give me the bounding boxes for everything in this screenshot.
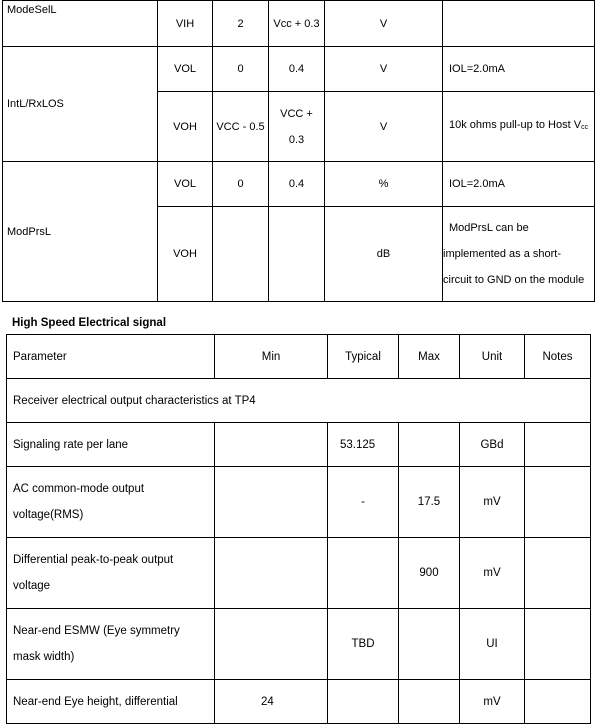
parameter-cell: Near-end Eye height, differential — [7, 680, 215, 724]
symbol-cell: VOL — [158, 47, 213, 92]
unit-cell: GBd — [460, 423, 525, 467]
note-cell: IOL=2.0mA — [443, 162, 595, 207]
header-row — [7, 335, 591, 379]
parameter-line: voltage(RMS) — [13, 509, 84, 521]
note-text: 10k ohms pull-up to Host V — [449, 119, 582, 131]
min-cell: 24 — [215, 680, 328, 724]
unit-cell: V — [325, 47, 443, 92]
header-unit: Unit — [460, 335, 525, 379]
note-cell — [443, 207, 595, 302]
signal-name: ModPrsL — [3, 162, 158, 302]
max-cell: Vcc + 0.3 — [269, 1, 325, 47]
high-speed-signal-table — [6, 334, 591, 724]
note-line: circuit to GND on the module — [443, 274, 585, 286]
header-min: Min — [215, 335, 328, 379]
unit-cell: mV — [460, 680, 525, 724]
header-typical: Typical — [328, 335, 399, 379]
parameter-line: voltage — [13, 580, 51, 592]
max-cell: 900 — [399, 538, 460, 609]
max-cell — [399, 423, 460, 467]
max-cell — [399, 680, 460, 724]
signal-name: ModeSelL — [3, 1, 158, 47]
symbol-cell: VOH — [158, 207, 213, 302]
typical-cell: TBD — [328, 609, 399, 680]
min-cell — [215, 467, 328, 538]
parameter-cell — [7, 609, 215, 680]
group-title: Receiver electrical output characteristics at TP4 — [7, 379, 591, 423]
table-row — [7, 467, 591, 538]
table-row — [3, 1, 595, 47]
max-cell — [269, 92, 325, 162]
note-subscript: cc — [581, 124, 589, 131]
typical-cell — [328, 538, 399, 609]
symbol-cell: VIH — [158, 1, 213, 47]
header-parameter: Parameter — [7, 335, 215, 379]
min-cell: 0 — [213, 47, 269, 92]
max-cell — [269, 207, 325, 302]
table-row — [7, 680, 591, 724]
note-cell — [443, 92, 595, 162]
parameter-cell — [7, 538, 215, 609]
notes-cell — [525, 423, 591, 467]
unit-cell: mV — [460, 467, 525, 538]
notes-cell — [525, 680, 591, 724]
table-row — [7, 538, 591, 609]
note-cell: IOL=2.0mA — [443, 47, 595, 92]
typical-cell: - — [328, 467, 399, 538]
note-line: ModPrsL can be — [449, 222, 529, 234]
table-row — [7, 609, 591, 680]
parameter-cell — [7, 467, 215, 538]
min-cell — [215, 538, 328, 609]
note-line: implemented as a short- — [443, 248, 561, 260]
parameter-cell: Signaling rate per lane — [7, 423, 215, 467]
typical-cell — [328, 680, 399, 724]
max-cell: 0.4 — [269, 47, 325, 92]
parameter-line: Differential peak-to-peak output — [13, 554, 174, 566]
min-cell: VCC - 0.5 — [213, 92, 269, 162]
table-row — [3, 162, 595, 207]
max-line: VCC + — [280, 107, 313, 120]
max-cell: 17.5 — [399, 467, 460, 538]
header-max: Max — [399, 335, 460, 379]
table-row — [7, 423, 591, 467]
unit-cell: dB — [325, 207, 443, 302]
note-cell — [443, 1, 595, 47]
notes-cell — [525, 467, 591, 538]
unit-cell: UI — [460, 609, 525, 680]
parameter-line: AC common-mode output — [13, 483, 145, 495]
parameter-line: Near-end ESMW (Eye symmetry — [13, 625, 180, 637]
min-cell — [213, 207, 269, 302]
min-cell: 2 — [213, 1, 269, 47]
typical-cell: 53.125 — [328, 423, 399, 467]
io-signal-table — [2, 0, 595, 302]
min-cell — [215, 423, 328, 467]
unit-cell: % — [325, 162, 443, 207]
notes-cell — [525, 538, 591, 609]
max-cell — [399, 609, 460, 680]
header-notes: Notes — [525, 335, 591, 379]
unit-cell: mV — [460, 538, 525, 609]
symbol-cell: VOL — [158, 162, 213, 207]
unit-cell: V — [325, 92, 443, 162]
min-cell — [215, 609, 328, 680]
parameter-line: mask width) — [13, 651, 75, 663]
max-cell: 0.4 — [269, 162, 325, 207]
signal-name: IntL/RxLOS — [3, 47, 158, 162]
section-title: High Speed Electrical signal — [12, 317, 167, 329]
table-row — [3, 47, 595, 92]
notes-cell — [525, 609, 591, 680]
max-line: 0.3 — [288, 133, 305, 146]
unit-cell: V — [325, 1, 443, 47]
group-row — [7, 379, 591, 423]
symbol-cell: VOH — [158, 92, 213, 162]
min-cell: 0 — [213, 162, 269, 207]
